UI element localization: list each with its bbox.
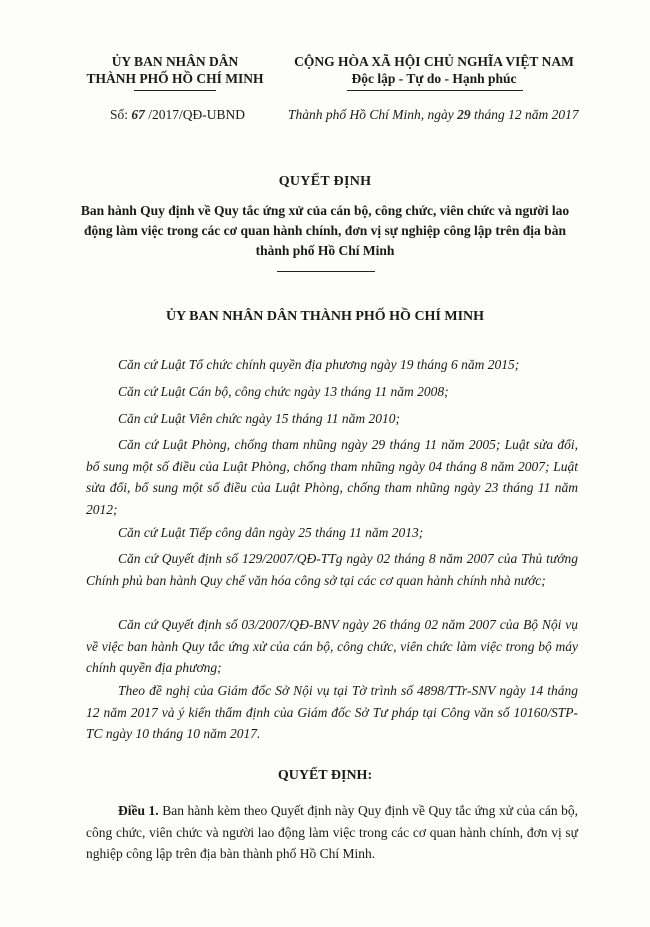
article-1 [86,800,578,865]
authority-line-1: ỦY BAN NHÂN DÂN [111,54,239,69]
legal-basis-6: Căn cứ Quyết định số 129/2007/QĐ-TTg ngày 02 tháng 8 năm 2007 của Thủ tướng Chính phủ ban hành Quy chế văn hóa công sở tại các cơ quan hành chính nhà nước; [86,551,578,588]
proposal-basis: Theo đề nghị của Giám đốc Sở Nội vụ tại Tờ trình số 4898/TTr-SNV ngày 14 tháng 12 năm 2017 và ý kiến thẩm định của Giám đốc Sở Tư pháp tại Công văn số 10160/STP-TC ngày 10 tháng 10 năm 2017. [86,683,578,741]
handwritten-day: 29 [457,107,471,122]
date-prefix: Thành phố Hồ Chí Minh, ngày [288,107,458,122]
national-motto [278,53,590,87]
number-suffix: /2017/QĐ-UBND [144,107,246,122]
document-number [110,107,245,123]
legal-basis-2: Căn cứ Luật Cán bộ, công chức ngày 13 tháng 11 năm 2008; [118,384,449,399]
motto-underline [347,90,523,91]
article-1-text: Ban hành kèm theo Quyết định này Quy định về Quy tắc ứng xử của cán bộ, công chức, viên chức và người lao động làm việc trong các cơ quan hành chính, đơn vị sự nghiệp công lập trên địa bàn thành phố Hồ Chí Minh. [86,803,578,861]
article-1-label: Điều 1. [118,803,159,818]
issuer-heading: ỦY BAN NHÂN DÂN THÀNH PHỐ HỒ CHÍ MINH [165,309,485,324]
legal-basis-4: Căn cứ Luật Phòng, chống tham nhũng ngày 29 tháng 11 năm 2005; Luật sửa đổi, bổ sung một số điều của Luật Phòng, chống tham nhũng ngày 04 tháng 8 năm 2007; Luật sửa đổi, bổ sung một số điều của Luật Phòng, chống tham nhũng ngày 23 tháng 11 năm 2012; [86,437,578,517]
number-prefix: Số: [110,107,132,122]
legal-basis-7: Căn cứ Quyết định số 03/2007/QĐ-BNV ngày 26 tháng 02 năm 2007 của Bộ Nội vụ về việc ban hành Quy tắc ứng xử của cán bộ, công chức, viên chức làm việc trong bộ máy chính quyền địa phương; [86,617,578,675]
motto: Độc lập - Tự do - Hạnh phúc [351,71,517,86]
handwritten-number: 67 [131,107,145,122]
decision-subtitle: Ban hành Quy định về Quy tắc ứng xử của cán bộ, công chức, viên chức và người lao động làm việc trong các cơ quan hành chính, đơn vị sự nghiệp công lập trên địa bàn thành phố Hồ Chí Minh [80,203,570,258]
document-date [288,107,579,123]
decision-title: QUYẾT ĐỊNH [278,174,372,189]
nation-name: CỘNG HÒA XÃ HỘI CHỦ NGHĨA VIỆT NAM [294,54,574,69]
decides-heading: QUYẾT ĐỊNH: [277,768,373,783]
authority-line-2: THÀNH PHỐ HỒ CHÍ MINH [86,71,264,86]
subtitle-underline [277,271,375,272]
legal-basis-3: Căn cứ Luật Viên chức ngày 15 tháng 11 năm 2010; [118,411,400,426]
legal-basis-1: Căn cứ Luật Tổ chức chính quyền địa phương ngày 19 tháng 6 năm 2015; [118,357,520,372]
authority-underline [134,90,216,91]
legal-basis-5: Căn cứ Luật Tiếp công dân ngày 25 tháng 11 năm 2013; [118,525,424,540]
date-suffix: tháng 12 năm 2017 [470,107,579,122]
issuing-authority [82,53,268,87]
